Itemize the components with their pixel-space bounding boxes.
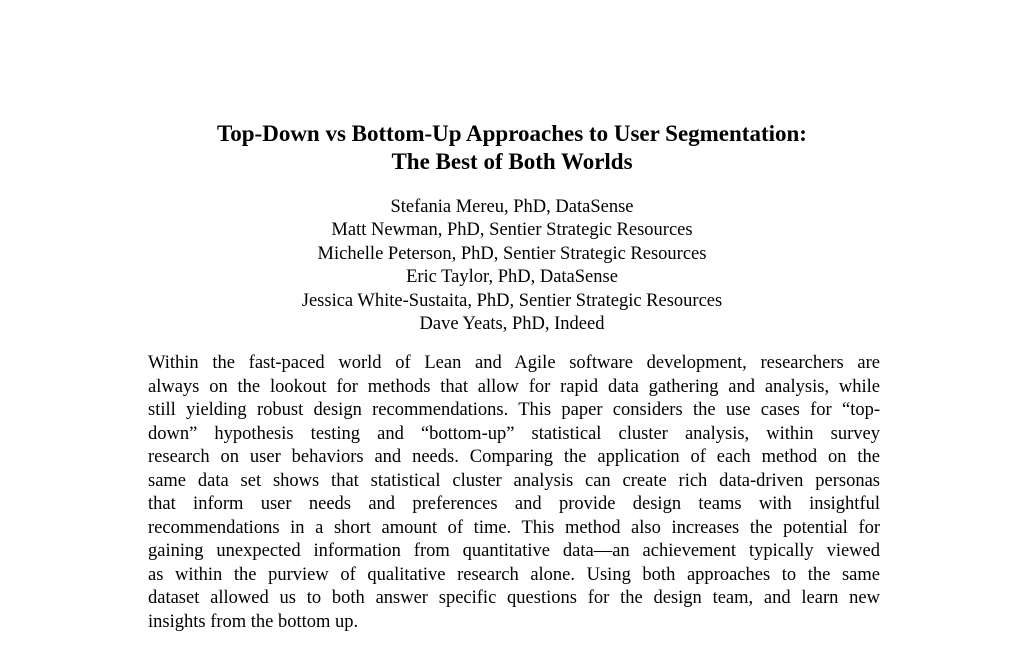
paper-title — [0, 120, 1024, 176]
author-4: Eric Taylor, PhD, DataSense — [406, 267, 618, 288]
abstract-line-12: insights from the bottom up. — [148, 611, 359, 632]
abstract-line-9: gaining unexpected information from quantitative data—an achievement typically viewed — [148, 541, 880, 561]
author-5: Jessica White-Sustaita, PhD, Sentier Strategic Resources — [301, 290, 723, 311]
abstract-line-8: recommendations in a short amount of time. This method also increases the potential for — [148, 517, 880, 538]
abstract — [148, 352, 880, 634]
abstract-line-1: Within the fast-paced world of Lean and Agile software development, researchers are — [148, 353, 880, 373]
abstract-line-5: research on user behaviors and needs. Comparing the application of each method on the — [148, 447, 880, 467]
abstract-line-4: down” hypothesis testing and “bottom-up” statistical cluster analysis, within survey — [148, 423, 880, 444]
abstract-line-11: dataset allowed us to both answer specific questions for the design team, and learn new — [148, 588, 880, 608]
abstract-line-7: that inform user needs and preferences and provide design teams with insightful — [148, 494, 880, 514]
author-1: Stefania Mereu, PhD, DataSense — [390, 197, 634, 217]
abstract-line-10: as within the purview of qualitative research alone. Using both approaches to the same — [148, 564, 880, 585]
author-3: Michelle Peterson, PhD, Sentier Strategic Resources — [317, 243, 707, 264]
abstract-line-6: same data set shows that statistical cluster analysis can create rich data-driven personas — [148, 470, 880, 491]
abstract-line-2: always on the lookout for methods that allow for rapid data gathering and analysis, while — [148, 376, 880, 397]
title-line-1: Top-Down vs Bottom-Up Approaches to User Segmentation: — [217, 121, 807, 146]
title-line-2: The Best of Both Worlds — [391, 149, 633, 174]
author-list — [0, 196, 1024, 336]
author-6: Dave Yeats, PhD, Indeed — [419, 314, 605, 335]
author-2: Matt Newman, PhD, Sentier Strategic Resources — [331, 220, 693, 241]
abstract-line-3: still yielding robust design recommendations. This paper considers the use cases for “top- — [148, 400, 880, 420]
